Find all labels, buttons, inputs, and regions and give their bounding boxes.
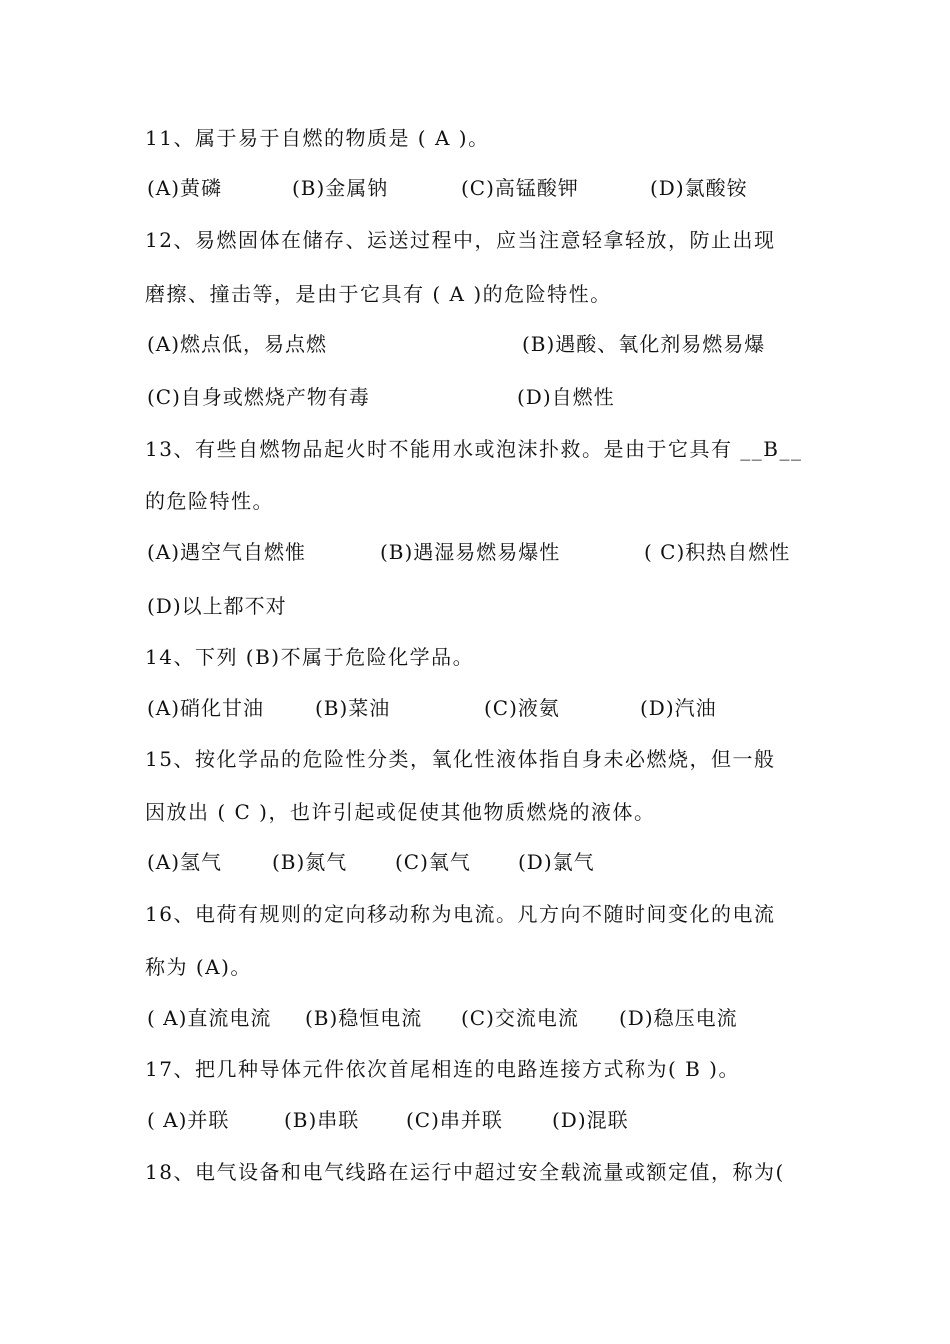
question-16-option-a: ( A)直流电流 xyxy=(147,1006,272,1030)
question-13-option-d: (D)以上都不对 xyxy=(147,594,287,618)
question-11-option-a: (A)黄磷 xyxy=(147,176,223,200)
question-11-option-b: (B)金属钠 xyxy=(292,176,389,200)
question-15-option-d: (D)氯气 xyxy=(518,850,595,874)
question-12-option-d: (D)自燃性 xyxy=(517,385,615,409)
question-13-option-a: (A)遇空气自燃惟 xyxy=(147,540,307,564)
question-14-option-c: (C)液氨 xyxy=(484,696,560,720)
question-17-option-a: ( A)并联 xyxy=(147,1108,230,1132)
question-13-option-c: ( C)积热自燃性 xyxy=(644,540,791,564)
question-13-stem-line-1: 13、有些自燃物品起火时不能用水或泡沫扑救。是由于它具有 __B__ xyxy=(145,437,803,461)
question-14-option-a: (A)硝化甘油 xyxy=(147,696,265,720)
question-14-option-b: (B)菜油 xyxy=(315,696,391,720)
question-15-option-b: (B)氮气 xyxy=(272,850,348,874)
question-13-option-b: (B)遇湿易燃易爆性 xyxy=(380,540,561,564)
question-17-option-b: (B)串联 xyxy=(284,1108,360,1132)
question-15-stem-line-1: 15、按化学品的危险性分类，氧化性液体指自身未必燃烧，但一般 xyxy=(145,747,776,771)
question-17-stem: 17、把几种导体元件依次首尾相连的电路连接方式称为( B )。 xyxy=(145,1057,740,1081)
question-12-stem-line-2: 磨擦、撞击等，是由于它具有 ( A )的危险特性。 xyxy=(145,282,612,306)
question-15-stem-line-2: 因放出 ( C )，也许引起或促使其他物质燃烧的液体。 xyxy=(145,800,656,824)
question-16-option-d: (D)稳压电流 xyxy=(619,1006,738,1030)
question-18-stem: 18、电气设备和电气线路在运行中超过安全载流量或额定值，称为( xyxy=(145,1160,785,1184)
question-16-stem-line-1: 16、电荷有规则的定向移动称为电流。凡方向不随时间变化的电流 xyxy=(145,902,776,926)
question-17-option-c: (C)串并联 xyxy=(406,1108,503,1132)
question-11-option-c: (C)高锰酸钾 xyxy=(461,176,579,200)
question-14-option-d: (D)汽油 xyxy=(640,696,717,720)
question-12-stem-line-1: 12、易燃固体在储存、运送过程中，应当注意轻拿轻放，防止出现 xyxy=(145,228,776,252)
question-11-option-d: (D)氯酸铵 xyxy=(650,176,748,200)
question-13-stem-line-2: 的危险特性。 xyxy=(145,489,274,513)
question-16-option-c: (C)交流电流 xyxy=(461,1006,579,1030)
question-17-option-d: (D)混联 xyxy=(552,1108,629,1132)
question-15-option-c: (C)氧气 xyxy=(395,850,471,874)
question-16-option-b: (B)稳恒电流 xyxy=(305,1006,423,1030)
question-12-option-c: (C)自身或燃烧产物有毒 xyxy=(147,385,370,409)
question-16-stem-line-2: 称为 (A)。 xyxy=(145,955,252,979)
question-12-option-b: (B)遇酸、氧化剂易燃易爆 xyxy=(522,332,766,356)
question-14-stem: 14、下列 (B)不属于危险化学品。 xyxy=(145,645,475,669)
question-11-stem: 11、属于易于自燃的物质是 ( A )。 xyxy=(145,126,490,150)
question-12-option-a: (A)燃点低，易点燃 xyxy=(147,332,328,356)
question-15-option-a: (A)氢气 xyxy=(147,850,223,874)
